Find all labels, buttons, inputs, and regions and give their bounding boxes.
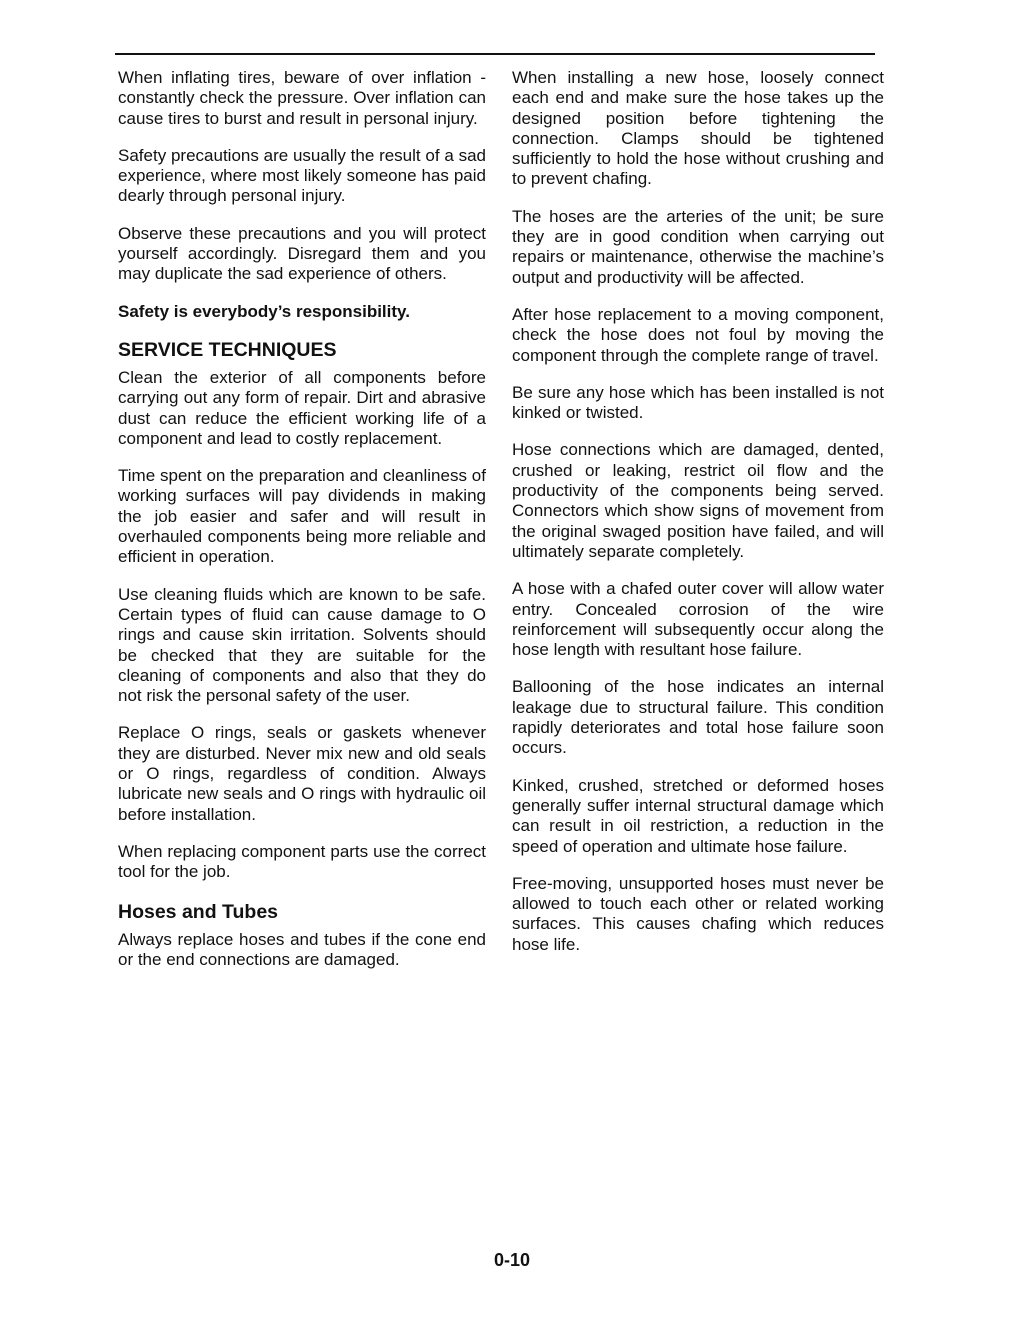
right-column [512,68,884,972]
clean-exterior-paragraph: Clean the exterior of all components before carrying out any form of repair. Dirt and abrasive dust can reduce the efficient working life of a component and lead to costly replacement. [118,367,486,448]
observe-precautions-paragraph: Observe these precautions and you will protect yourself accordingly. Disregard them and you may duplicate the sad experience of others. [118,223,486,284]
hose-replacement-paragraph: After hose replacement to a moving component, check the hose does not foul by moving the component through the complete range of travel. [512,304,884,365]
install-hose-paragraph: When installing a new hose, loosely connect each end and make sure the hose takes up the designed position before tightening the connection. Clamps should be tightened sufficiently to hold the hose without crushing and to prevent chafing. [512,68,884,189]
deformed-hoses-paragraph: Kinked, crushed, stretched or deformed hoses generally suffer internal structural damage which can result in oil restriction, a reduction in the speed of operation and ultimate hose failure. [512,775,884,856]
left-column [118,68,486,987]
page-number: 0-10 [493,1250,531,1270]
safety-precautions-paragraph: Safety precautions are usually the result of a sad experience, where most likely someone has paid dearly through personal injury. [118,145,486,206]
hoses-and-tubes-heading: Hoses and Tubes [118,900,279,923]
replace-seals-paragraph: Replace O rings, seals or gaskets whenever they are disturbed. Never mix new and old seals or O rings, regardless of condition. Always lubricate new seals and O rings with hydraulic oil before installation. [118,723,486,824]
hose-connections-paragraph: Hose connections which are damaged, dented, crushed or leaking, restrict oil flow and the productivity of the components being served. Connectors which show signs of movement from the original swaged position have failed, and will ultimately separate completely. [512,440,884,561]
tire-inflation-paragraph: When inflating tires, beware of over inflation - constantly check the pressure. Over inflation can cause tires to burst and result in personal injury. [118,68,486,128]
header-rule [115,53,875,55]
unsupported-hoses-paragraph: Free-moving, unsupported hoses must never be allowed to touch each other or related working surfaces. This causes chafing which reduces hose life. [512,873,884,954]
safety-responsibility-statement: Safety is everybody’s responsibility. [118,301,410,321]
preparation-paragraph: Time spent on the preparation and cleanliness of working surfaces will pay dividends in making the job easier and safer and will result in overhauled components being more reliable and efficient in operation. [118,466,486,567]
ballooning-paragraph: Ballooning of the hose indicates an internal leakage due to structural failure. This condition rapidly deteriorates and total hose failure soon occurs. [512,677,884,758]
replace-hoses-paragraph: Always replace hoses and tubes if the cone end or the end connections are damaged. [118,929,486,969]
hose-arteries-paragraph: The hoses are the arteries of the unit; be sure they are in good condition when carrying out repairs or maintenance, otherwise the machine’s output and productivity will be affected. [512,206,884,287]
kinked-twisted-paragraph: Be sure any hose which has been installed is not kinked or twisted. [512,382,884,423]
chafed-cover-paragraph: A hose with a chafed outer cover will allow water entry. Concealed corrosion of the wire reinforcement will subsequently occur along the hose length with resultant hose failure. [512,579,884,660]
cleaning-fluids-paragraph: Use cleaning fluids which are known to be safe. Certain types of fluid can cause damage to O rings and cause skin irritation. Solvents should be checked that they are suitable for the cleaning of components and also that they do not risk the personal safety of the user. [118,584,486,706]
correct-tool-paragraph: When replacing component parts use the correct tool for the job. [118,841,486,882]
service-techniques-heading: SERVICE TECHNIQUES [118,338,337,361]
